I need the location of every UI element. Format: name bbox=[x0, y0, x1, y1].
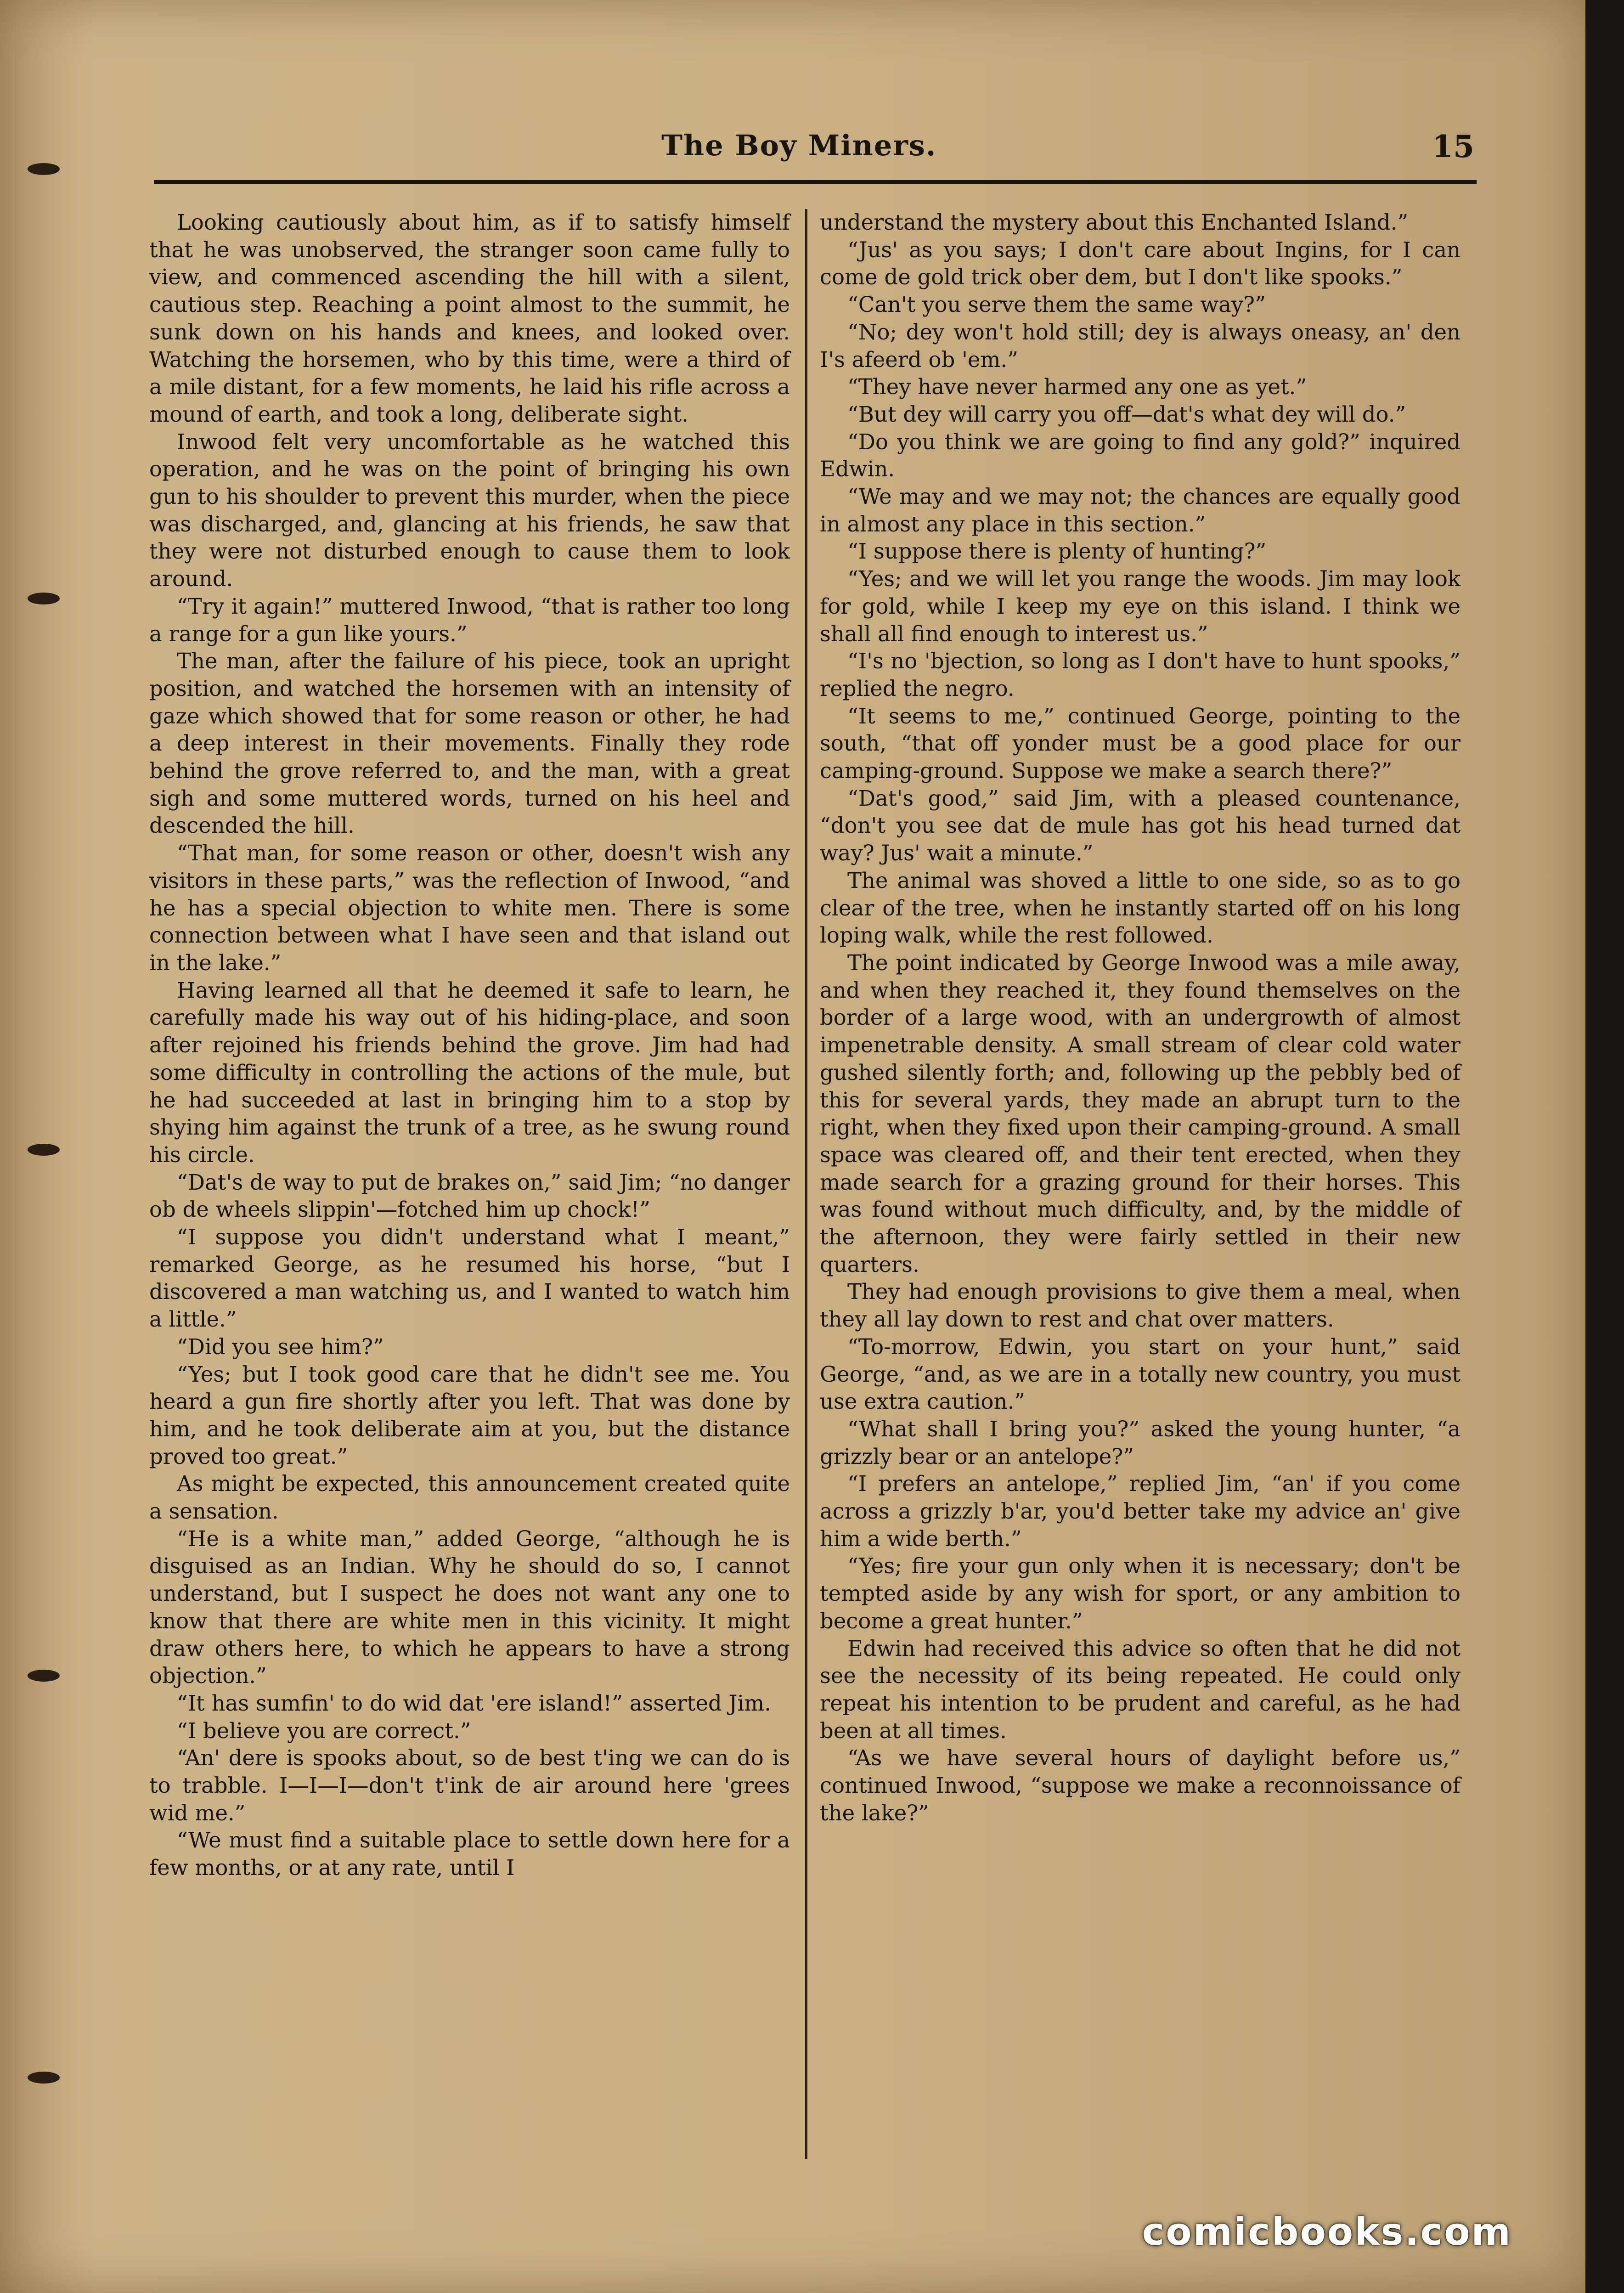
binding-stitch bbox=[28, 1670, 60, 1682]
paragraph: “It seems to me,” continued George, pointing to the south, “that off yonder must be a good place for our camping-ground. Suppose we make a search there?” bbox=[820, 703, 1460, 784]
paragraph: “They have never harmed any one as yet.” bbox=[847, 374, 1307, 400]
paragraph: understand the mystery about this Enchanted Island.” bbox=[820, 210, 1409, 235]
paragraph: “Dat's good,” said Jim, with a pleased countenance, “don't you see dat de mule has got his head turned dat way? Jus' wait a minute.” bbox=[820, 785, 1460, 866]
paragraph: “We must find a suitable place to settle down here for a few months, or at any rate, until I bbox=[149, 1828, 790, 1881]
paragraph: “I believe you are correct.” bbox=[177, 1718, 471, 1743]
paragraph: “I prefers an antelope,” replied Jim, “an' if you come across a grizzly b'ar, you'd better take my advice an' give him a wide berth.” bbox=[820, 1471, 1460, 1551]
paragraph: “Do you think we are going to find any gold?” inquired Edwin. bbox=[820, 429, 1460, 482]
paragraph: “Yes; fire your gun only when it is necessary; don't be tempted aside by any wish for sport, or any ambition to become a great hunter.” bbox=[820, 1553, 1460, 1633]
paragraph: “Jus' as you says; I don't care about Ingins, for I can come de gold trick ober dem, but I don't like spooks.” bbox=[820, 237, 1460, 290]
paragraph: The point indicated by George Inwood was a mile away, and when they reached it, they found themselves on the border of a large wood, with an undergrowth of almost impenetrable density. A small stream of clear cold water gushed silently forth; and, following up the pebbly bed of this for several yards, they made an abrupt turn to the right, when they fixed upon their camping-ground. A small space was cleared off, and their tent erected, when they made search for a grazing ground for their horses. This was found without much difficulty, and, by the middle of the afternoon, they were fairly settled in their new quarters. bbox=[820, 950, 1460, 1277]
paragraph: They had enough provisions to give them a meal, when they all lay down to rest and chat over matters. bbox=[820, 1279, 1460, 1332]
paragraph: “He is a white man,” added George, “although he is disguised as an Indian. Why he should do so, I cannot understand, but I suspect he does not want any one to know that there are white men in this vicinity. It might draw others here, to which he appears to have a strong objection.” bbox=[149, 1526, 790, 1689]
watermark: comicbooks.com bbox=[1142, 2210, 1512, 2254]
paragraph: “No; dey won't hold still; dey is always oneasy, an' den I's afeerd ob 'em.” bbox=[820, 319, 1460, 372]
binding-stitch bbox=[28, 593, 60, 604]
paragraph: “I suppose you didn't understand what I meant,” remarked George, as he resumed his horse, “but I discovered a man watching us, and I wanted to watch him a little.” bbox=[149, 1225, 790, 1332]
paragraph: “What shall I bring you?” asked the young hunter, “a grizzly bear or an antelope?” bbox=[820, 1416, 1460, 1469]
paragraph: Edwin had received this advice so often that he did not see the necessity of its being repeated. He could only repeat his intention to be prudent and careful, as he had been at all times. bbox=[820, 1636, 1460, 1743]
paragraph: As might be expected, this announcement created quite a sensation. bbox=[149, 1471, 790, 1524]
paragraph: “Can't you serve them the same way?” bbox=[847, 292, 1266, 317]
binding-stitch bbox=[28, 1144, 60, 1156]
paragraph: “To-morrow, Edwin, you start on your hunt,” said George, “and, as we are in a totally new country, you must use extra caution.” bbox=[820, 1334, 1460, 1414]
paragraph: The animal was shoved a little to one side, so as to go clear of the tree, when he instantly started off on his long loping walk, while the rest followed. bbox=[820, 868, 1460, 948]
paragraph: Having learned all that he deemed it safe to learn, he carefully made his way out of his hiding-place, and soon after rejoined his friends behind the grove. Jim had had some difficulty in controlling the actions of the mule, but he had succeeded at last in bringing him to a stop by shying him against the trunk of a tree, as he swung round his circle. bbox=[149, 977, 790, 1167]
column-divider bbox=[805, 209, 807, 2159]
paragraph: Inwood felt very uncomfortable as he watched this operation, and he was on the point of bringing his own gun to his shoulder to prevent this murder, when the piece was discharged, and, glancing at his friends, he saw that they were not disturbed enough to cause them to look around. bbox=[149, 429, 790, 592]
paragraph: “But dey will carry you off—dat's what dey will do.” bbox=[847, 401, 1406, 427]
paragraph: “Yes; but I took good care that he didn't see me. You heard a gun fire shortly after you left. That was done by him, and he took deliberate aim at you, but the distance proved too great.” bbox=[149, 1361, 790, 1469]
paragraph: “I's no 'bjection, so long as I don't have to hunt spooks,” replied the negro. bbox=[820, 649, 1460, 701]
paragraph: Looking cautiously about him, as if to satisfy himself that he was unobserved, the stranger soon came fully to view, and commenced ascending the hill with a silent, cautious step. Reaching a point almost to the summit, he sunk down on his hands and knees, and looked over. Watching the horsemen, who by this time, were a third of a mile distant, for a few moments, he laid his rifle across a mound of earth, and took a long, deliberate sight. bbox=[149, 210, 790, 427]
paragraph: “Yes; and we will let you range the woods. Jim may look for gold, while I keep my eye on this island. I think we shall all find enough to interest us.” bbox=[820, 566, 1460, 646]
right-column bbox=[820, 209, 1460, 1827]
paragraph: The man, after the failure of his piece, took an upright position, and watched the horsemen with an intensity of gaze which showed that for some reason or other, he had a deep interest in their movements. Finally they rode behind the grove referred to, and the man, with a great sigh and some muttered words, turned on his heel and descended the hill. bbox=[149, 649, 790, 838]
paragraph: “We may and we may not; the chances are equally good in almost any place in this section.” bbox=[820, 484, 1460, 537]
paragraph: “An' dere is spooks about, so de best t'ing we can do is to trabble. I—I—I—don't t'ink de air around here 'grees wid me.” bbox=[149, 1745, 790, 1825]
binding-stitch bbox=[28, 163, 60, 175]
page-number: 15 bbox=[1432, 129, 1474, 164]
paragraph: “Did you see him?” bbox=[177, 1334, 384, 1359]
header-rule bbox=[154, 180, 1477, 184]
paragraph: “That man, for some reason or other, doesn't wish any visitors in these parts,” was the reflection of Inwood, “and he has a special objection to white men. There is some connection between what I have seen and that island out in the lake.” bbox=[149, 841, 790, 975]
paragraph: “I suppose there is plenty of hunting?” bbox=[847, 539, 1267, 564]
paragraph: “It has sumfin' to do wid dat 'ere island!” asserted Jim. bbox=[177, 1690, 771, 1716]
page-header bbox=[152, 124, 1474, 170]
running-title: The Boy Miners. bbox=[661, 129, 937, 162]
paragraph: “Dat's de way to put de brakes on,” said Jim; “no danger ob de wheels slippin'—fotched him up chock!” bbox=[149, 1169, 790, 1222]
paragraph: “Try it again!” muttered Inwood, “that is rather too long a range for a gun like yours.” bbox=[149, 593, 790, 646]
paragraph: “As we have several hours of daylight before us,” continued Inwood, “suppose we make a reconnoissance of the lake?” bbox=[820, 1745, 1460, 1825]
binding-stitch bbox=[28, 2072, 60, 2084]
left-column bbox=[149, 209, 790, 1882]
